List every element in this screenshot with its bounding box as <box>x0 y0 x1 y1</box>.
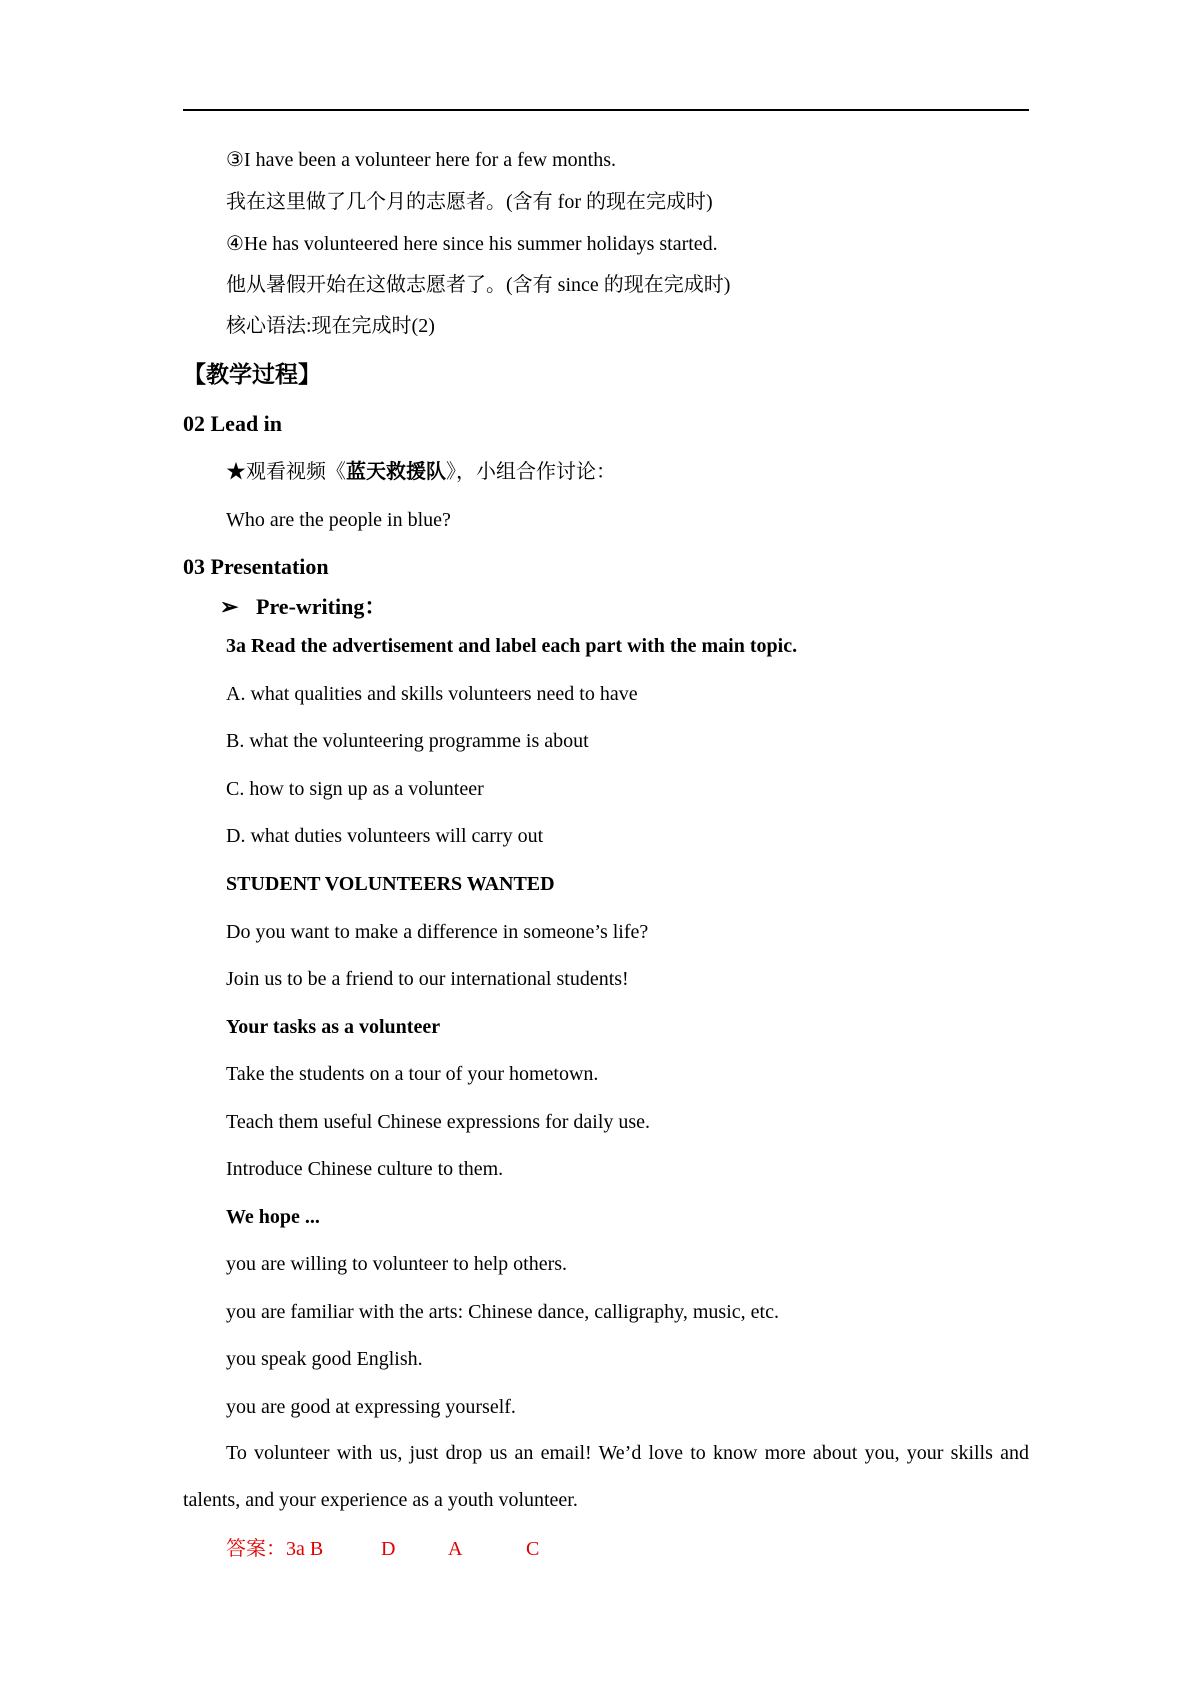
hope-item: you are willing to volunteer to help others. <box>226 1253 568 1275</box>
answer-label: 答案：3a B <box>226 1538 324 1560</box>
option-d: D. what duties volunteers will carry out <box>226 825 544 847</box>
option-b: B. what the volunteering programme is about <box>226 730 589 752</box>
answer-key <box>226 1536 323 1562</box>
tasks-heading: Your tasks as a volunteer <box>226 1016 441 1038</box>
ad-paragraph-2: Join us to be a friend to our international students! <box>226 968 629 990</box>
hope-item: you are familiar with the arts: Chinese dance, calligraphy, music, etc. <box>226 1301 779 1323</box>
lead-in-question: Who are the people in blue? <box>226 509 451 531</box>
answer-4: C <box>526 1538 540 1560</box>
ad-closing-text: To volunteer with us, just drop us an email! We’d love to know more about you, your skills and talents, and your experience as a youth volunteer. <box>183 1442 1029 1511</box>
hope-heading: We hope ... <box>226 1206 320 1228</box>
core-grammar: 核心语法:现在完成时(2) <box>226 315 435 337</box>
answer-3: A <box>448 1538 463 1560</box>
teaching-process-title: 【教学过程】 <box>183 362 321 387</box>
pre-writing-heading: Pre-writing： <box>256 594 387 619</box>
hope-item: you speak good English. <box>226 1348 423 1370</box>
intro-translation-4: 他从暑假开始在这做志愿者了。(含有 since 的现在完成时) <box>226 274 731 296</box>
ad-closing <box>183 1430 1029 1524</box>
task-item: Take the students on a tour of your hometown. <box>226 1063 599 1085</box>
intro-sentence-4: ④He has volunteered here since his summer holidays started. <box>226 233 718 255</box>
ad-paragraph-1: Do you want to make a difference in someone’s life? <box>226 921 649 943</box>
arrow-bullet-icon: ➢ <box>220 594 239 619</box>
lead-in-task-suffix: 》，小组合作讨论： <box>446 461 616 483</box>
task-item: Introduce Chinese culture to them. <box>226 1158 504 1180</box>
video-title: 蓝天救援队 <box>346 461 446 483</box>
answer-2: D <box>381 1538 396 1560</box>
lead-in-task-prefix: ★观看视频《 <box>226 461 346 483</box>
option-c: C. how to sign up as a volunteer <box>226 778 484 800</box>
task-item: Teach them useful Chinese expressions for daily use. <box>226 1111 651 1133</box>
presentation-heading: 03 Presentation <box>183 554 329 579</box>
hope-item: you are good at expressing yourself. <box>226 1396 516 1418</box>
lead-in-task <box>226 459 616 485</box>
task-3a: 3a Read the advertisement and label each part with the main topic. <box>226 635 798 657</box>
intro-translation-3: 我在这里做了几个月的志愿者。(含有 for 的现在完成时) <box>226 191 713 213</box>
intro-sentence-3: ③I have been a volunteer here for a few months. <box>226 149 616 171</box>
lead-in-heading: 02 Lead in <box>183 411 283 436</box>
header-rule <box>183 109 1029 111</box>
ad-title: STUDENT VOLUNTEERS WANTED <box>226 873 555 895</box>
option-a: A. what qualities and skills volunteers need to have <box>226 683 638 705</box>
